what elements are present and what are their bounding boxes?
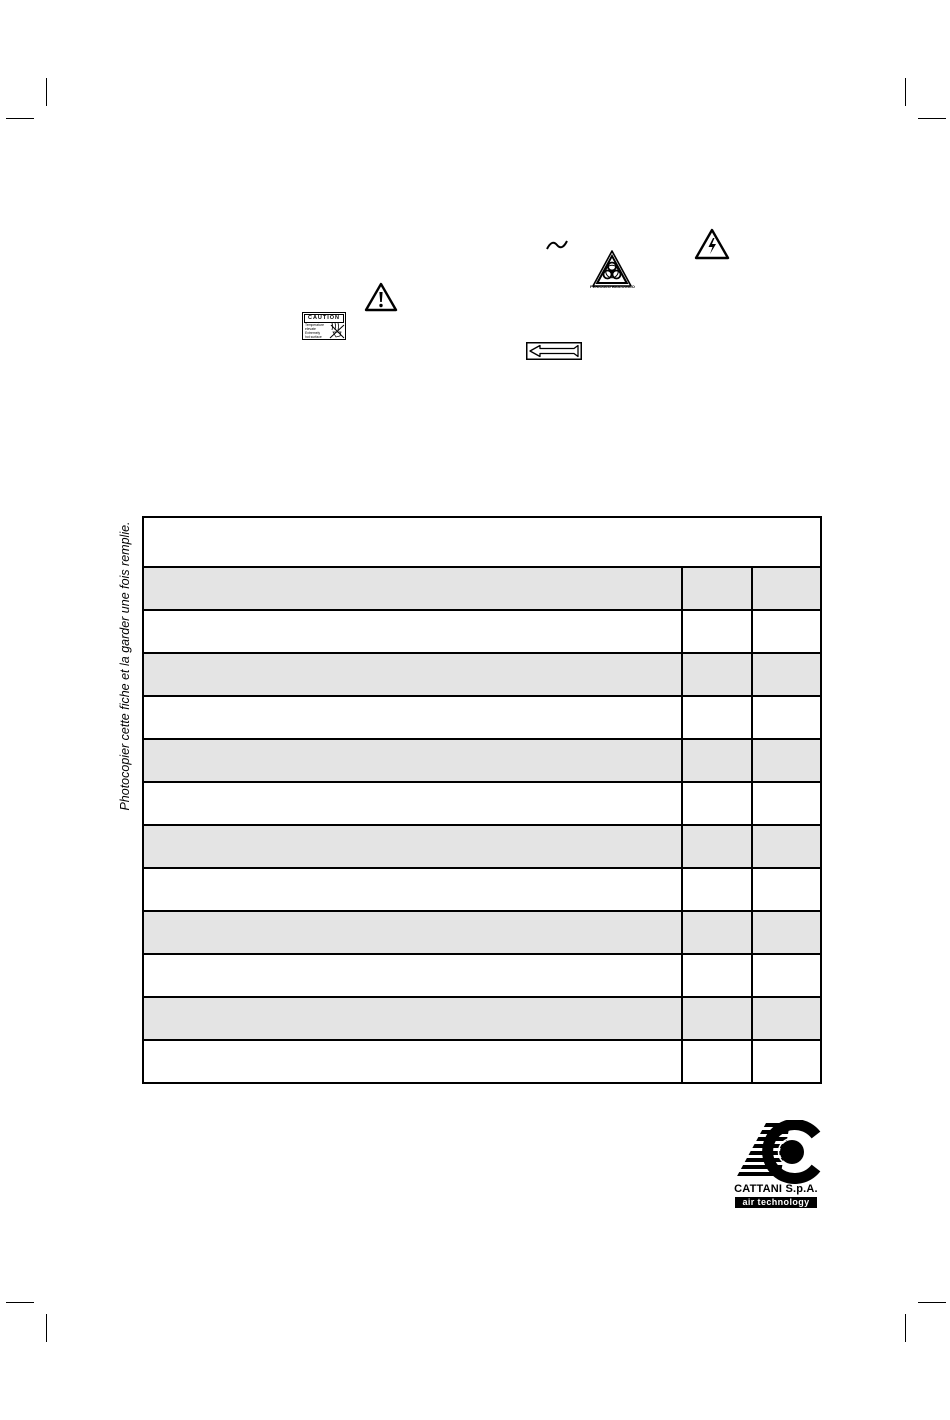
row-column-a-cell [683, 912, 753, 953]
warning-icon [364, 282, 398, 312]
table-row [144, 611, 820, 654]
row-column-a-cell [683, 697, 753, 738]
crop-mark [918, 1302, 946, 1303]
row-description-cell [144, 1041, 683, 1082]
row-description-cell [144, 740, 683, 781]
crop-mark [6, 1302, 34, 1303]
biohazard-caption: PERICOLO BIOLOGICO [590, 284, 635, 289]
row-description-cell [144, 826, 683, 867]
hot-surface-label [302, 312, 346, 340]
table-row [144, 912, 820, 955]
hot-surface-icon [329, 322, 345, 339]
table-row [144, 826, 820, 869]
crop-mark [905, 78, 906, 106]
flow-direction-arrow-icon [526, 342, 582, 360]
row-column-b-cell [753, 740, 820, 781]
photocopy-note-text: Photocopier cette fiche et la garder une fois remplie. [118, 521, 132, 811]
hot-surface-caption: CAUTION [304, 314, 344, 323]
row-column-b-cell [753, 1041, 820, 1082]
row-column-a-cell [683, 826, 753, 867]
row-column-b-cell [753, 998, 820, 1039]
row-description-cell [144, 697, 683, 738]
ac-current-icon [545, 238, 569, 252]
table-row [144, 568, 820, 611]
table-row [144, 869, 820, 912]
row-column-b-cell [753, 955, 820, 996]
row-column-a-cell [683, 568, 753, 609]
hot-surface-text: Temperature elevate Extremely hot surface [305, 323, 325, 339]
row-column-b-cell [753, 611, 820, 652]
crop-mark [918, 118, 946, 119]
crop-mark [905, 1314, 906, 1342]
row-column-a-cell [683, 611, 753, 652]
row-description-cell [144, 912, 683, 953]
row-column-a-cell [683, 783, 753, 824]
record-sheet-rows [144, 568, 820, 1082]
record-sheet-header [144, 518, 820, 568]
row-description-cell [144, 869, 683, 910]
electric-hazard-icon [694, 228, 730, 260]
crop-mark [46, 1314, 47, 1342]
table-row [144, 783, 820, 826]
row-column-a-cell [683, 998, 753, 1039]
table-row [144, 654, 820, 697]
table-row [144, 1041, 820, 1082]
biohazard-sign [590, 250, 635, 290]
photocopy-note [118, 518, 132, 814]
row-description-cell [144, 783, 683, 824]
row-column-b-cell [753, 783, 820, 824]
row-column-a-cell [683, 654, 753, 695]
table-row [144, 697, 820, 740]
row-column-b-cell [753, 697, 820, 738]
row-description-cell [144, 998, 683, 1039]
row-column-b-cell [753, 568, 820, 609]
row-column-b-cell [753, 826, 820, 867]
row-description-cell [144, 568, 683, 609]
row-column-a-cell [683, 740, 753, 781]
table-row [144, 740, 820, 783]
row-column-a-cell [683, 955, 753, 996]
company-name: CATTANI S.p.A. [734, 1183, 818, 1195]
row-column-b-cell [753, 654, 820, 695]
row-column-b-cell [753, 912, 820, 953]
row-column-b-cell [753, 869, 820, 910]
crop-mark [6, 118, 34, 119]
record-sheet [142, 516, 822, 1084]
table-row [144, 955, 820, 998]
table-row [144, 998, 820, 1041]
row-column-a-cell [683, 869, 753, 910]
row-column-a-cell [683, 1041, 753, 1082]
company-tagline: air technology [735, 1197, 817, 1208]
crop-mark [46, 78, 47, 106]
row-description-cell [144, 611, 683, 652]
row-description-cell [144, 955, 683, 996]
row-description-cell [144, 654, 683, 695]
